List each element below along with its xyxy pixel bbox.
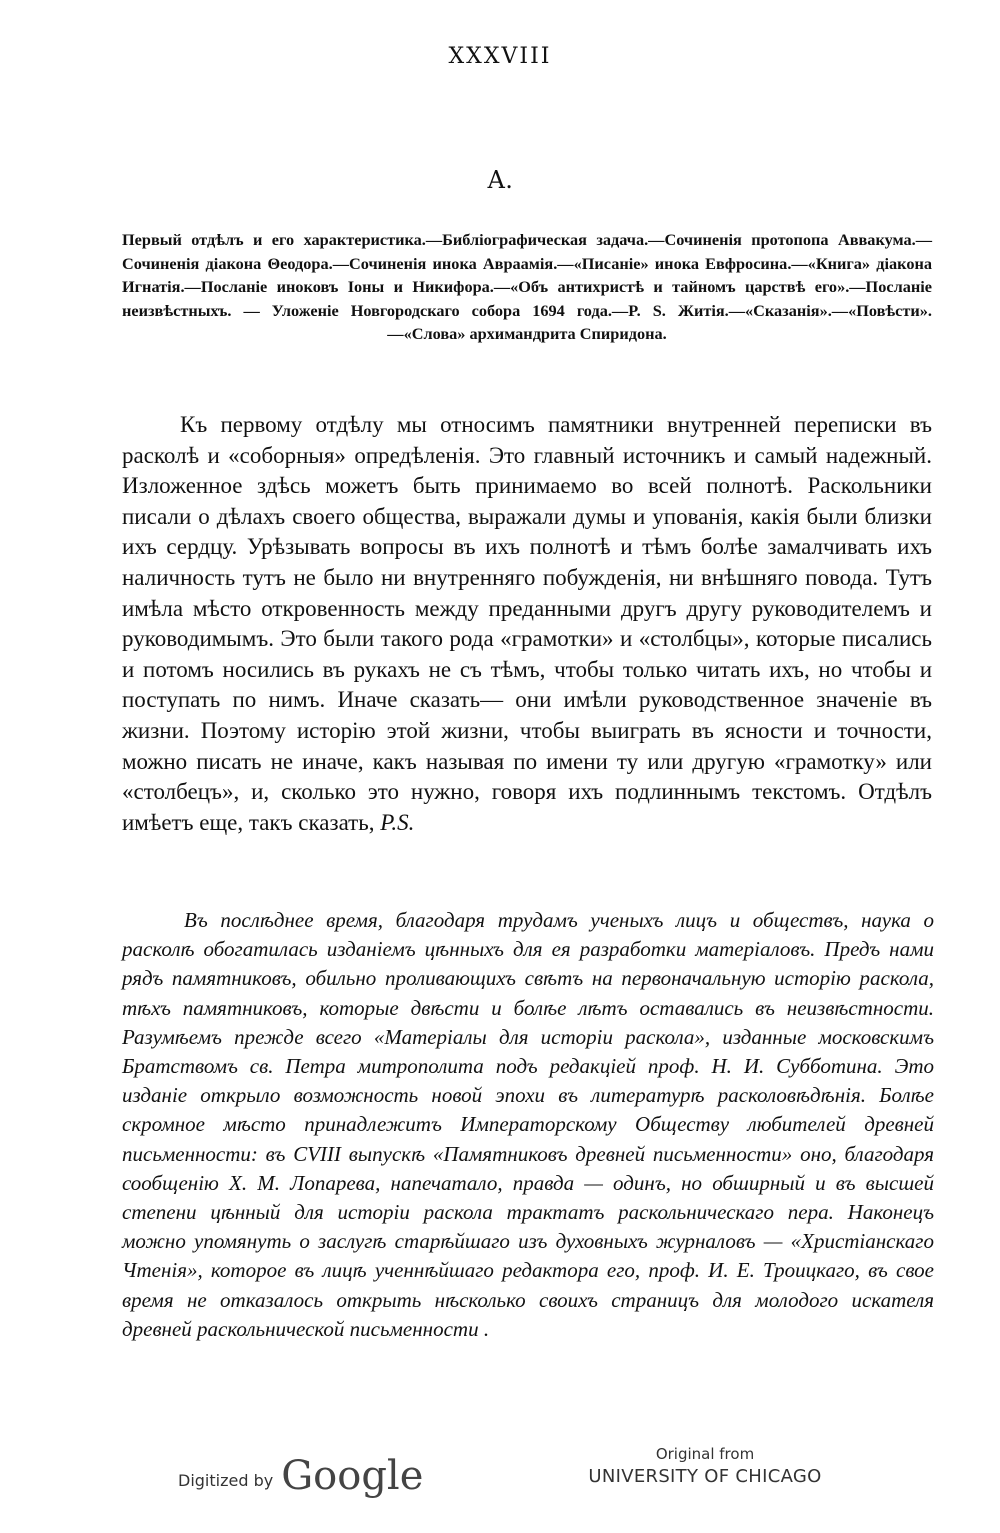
chapter-summary: Первый отдѣлъ и его характеристика.—Библіографическая задача.—Сочиненія протопопа Аввакума.—Сочиненія діакона Θеодора.—Сочиненія инока Авраамія.—«Писаніе» инока Евфросина.—«Книга» діакона Игнатія.—Посланіе иноковъ Іоны и Никифора.—«Объ антихристѣ и тайномъ царствѣ его».—Посланіе неизвѣстныхъ. — Уложеніе Новгородскаго собора 1694 года.—P. S. Житія.—«Сказанія».—«Повѣсти».—«Слова» архимандрита Спиридона. <box>122 230 932 344</box>
main-paragraph <box>122 410 932 838</box>
italic-paragraph-text: Въ послѣднее время, благодаря трудамъ ученыхъ лицъ и обществъ, наука о расколѣ обогатилась изданіемъ цѣнныхъ для ея разработки матеріаловъ. Предъ нами рядъ памятниковъ, обильно проливающихъ свѣтъ на первоначальную исторію раскола, тѣхъ памятниковъ, которые двѣсти и болѣе лѣтъ оставались въ неизвѣстности. Разумѣемъ прежде всего «Матеріалы для исторіи раскола», изданные московскимъ Братствомъ св. Петра митрополита подъ редакціей проф. Н. И. Субботина. Это изданіе открыло возможность новой эпохи въ литературѣ расколовѣдѣнія. Болѣе скромное мѣсто принадлежитъ Императорскому Обществу любителей древней письменности: въ CVIII выпускѣ «Памятниковъ древней письменности» оно, благодаря сообщенію Х. М. Лопарева, напечатало, правда — одинъ, но обширный и въ высшей степени цѣнный для исторіи раскола трактатъ раскольническаго пера. Наконецъ можно упомянуть о заслугѣ старѣйшаго изъ духовныхъ журналовъ — «Христіанскаго Чтенія», которое въ лицѣ ученнѣйшаго редактора его, проф. И. Е. Троицкаго, въ свое время не отказалось открыть нѣсколько своихъ страницъ для молодого искателя древней раскольнической письменности . <box>122 908 934 1341</box>
page-number: XXXVIII <box>448 44 552 69</box>
google-logo: Google <box>281 1453 424 1499</box>
italic-paragraph <box>122 906 934 1344</box>
main-paragraph-ps: P.S. <box>380 809 415 835</box>
digitized-label: Digitized by <box>178 1471 274 1490</box>
university-label: UNIVERSITY OF CHICAGO <box>588 1466 822 1487</box>
section-heading: А. <box>487 166 513 194</box>
digitized-by-footer <box>178 1440 423 1500</box>
original-from-footer <box>580 1444 830 1490</box>
main-paragraph-text: Къ первому отдѣлу мы относимъ памятники внутренней переписки въ расколѣ и «соборныя» опредѣленія. Это главный источникъ и самый надежный. Изложенное здѣсь можетъ быть принимаемо во всей полнотѣ. Раскольники писали о дѣлахъ своего общества, выражали думы и упованія, какія были близки ихъ сердцу. Урѣзывать вопросы въ ихъ полнотѣ и тѣмъ болѣе замалчивать ихъ наличность тутъ не было ни внутренняго побужденія, ни внѣшняго повода. Тутъ имѣла мѣсто откровенность между преданными другъ другу руководителемъ и руководимымъ. Это были такого рода «грамотки» и «столбцы», которые писались и потомъ носились въ рукахъ не съ тѣмъ, чтобы только читать ихъ, но чтобы и поступать по нимъ. Иначе сказать— они имѣли руководственное значеніе въ жизни. Поэтому исторію этой жизни, чтобы выиграть въ ясности и точности, можно писать не иначе, какъ называя по имени ту или другую «грамотку» или «столбецъ», и, сколько это нужно, говоря ихъ подлиннымъ текстомъ. Отдѣлъ имѣетъ еще, такъ сказать, <box>122 412 932 835</box>
original-from-label: Original from <box>655 1445 755 1463</box>
